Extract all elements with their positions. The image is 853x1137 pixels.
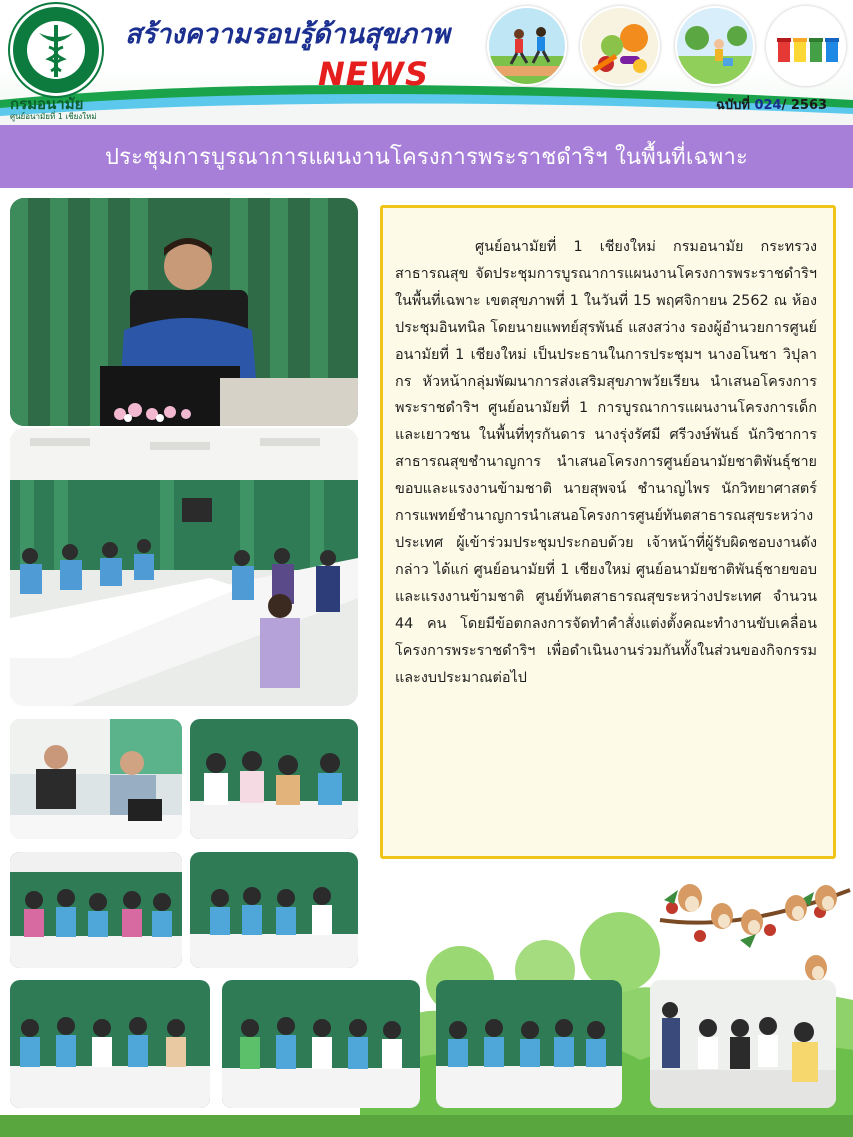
recycle-bins-icon <box>766 6 846 86</box>
newsletter-title: สร้างความรอบรู้ด้านสุขภาพ <box>125 19 450 50</box>
news-label: NEWS <box>318 55 429 93</box>
meeting-chair-photo <box>10 198 358 426</box>
meeting-small-1-photo <box>10 719 182 839</box>
meeting-bottom-4-photo <box>650 980 836 1108</box>
issue-value: 024 <box>754 98 782 113</box>
article-body: ศูนย์อนามัยที่ 1 เชียงใหม่ กรมอนามัย กระทรวงสาธารณสุข จัดประชุมการบูรณาการแผนงานโครงการพระราชดำริฯ ในพื้นที่เฉพาะ เขตสุขภาพที่ 1 ในวันที่ 15 พฤศจิกายน 2562 ณ ห้องประชุมอินทนิล โดยนายแพทย์สุรพันธ์ แสงสว่าง รองผู้อำนวยการศูนย์อนามัยที่ 1 เชียงใหม่ เป็นประธานในการประชุมฯ นางอโนชา วิปุลากร หัวหน้ากลุ่มพัฒนาการส่งเสริมสุขภาพวัยเรียน นำเสนอโครงการพระราชดำริฯ ศูนย์อนามัยที่ 1 การบูรณาการแผนงานโครงการเด็กและเยาวชน ในพื้นที่ทุรกันดาร นางรุ่งรัศมี ศรีวงษ์พันธ์ นักวิชาการสาธารณสุขชำนาญการ นำเสนอโครงการศูนย์อนามัยชาติพันธุ์ชายขอบและแรงงานข้ามชาติ นายสุพจน์ ชำนาญไพร นักวิทยาศาสตร์การแพทย์ชำนาญการนำเสนอโครงการศูนย์ทันตสาธารณสุขระหว่างประเทศ ผู้เข้าร่วมประชุมประกอบด้วย เจ้าหน้าที่ผู้รับผิดชอบงานดังกล่าว ได้แก่ ศูนย์อนามัยที่ 1 เชียงใหม่ ศูนย์อนามัยชาติพันธุ์ชายขอบและแรงงานข้ามชาติ ศูนย์ทันตสาธารณสุขระหว่างประเทศ จำนวน 44 คน โดยมีข้อตกลงการจัดทำคำสั่งแต่งตั้งคณะทำงานขับเคลื่อนโครงการพระราชดำริฯ เพื่อดำเนินงานร่วมกันทั้งในส่วนของกิจกรรมและงบประมาณต่อไป <box>395 239 817 686</box>
header <box>0 0 853 125</box>
headline-bar <box>0 125 853 188</box>
meeting-bottom-2-photo <box>222 980 420 1108</box>
issue-label: ฉบับที่ <box>716 98 750 113</box>
birds-on-branch-icon <box>660 884 850 981</box>
vegetables-icon <box>580 6 660 86</box>
org-name: กรมอนามัย <box>10 95 84 113</box>
runners-icon <box>487 6 567 86</box>
meeting-bottom-1-photo <box>10 980 210 1108</box>
meeting-small-2-photo <box>190 719 358 839</box>
meeting-room-photo <box>10 428 358 706</box>
caduceus-icon <box>13 7 99 93</box>
gardening-child-icon <box>675 6 755 86</box>
ministry-logo <box>10 4 102 96</box>
headline: ประชุมการบูรณาการแผนงานโครงการพระราชดำริฯ ในพื้นที่เฉพาะ <box>104 145 749 170</box>
article-box <box>380 205 836 859</box>
meeting-bottom-3-photo <box>436 980 622 1108</box>
issue-year: / 2563 <box>781 98 828 113</box>
org-subtitle: ศูนย์อนามัยที่ 1 เชียงใหม่ <box>10 112 97 121</box>
issue-number <box>716 94 827 115</box>
